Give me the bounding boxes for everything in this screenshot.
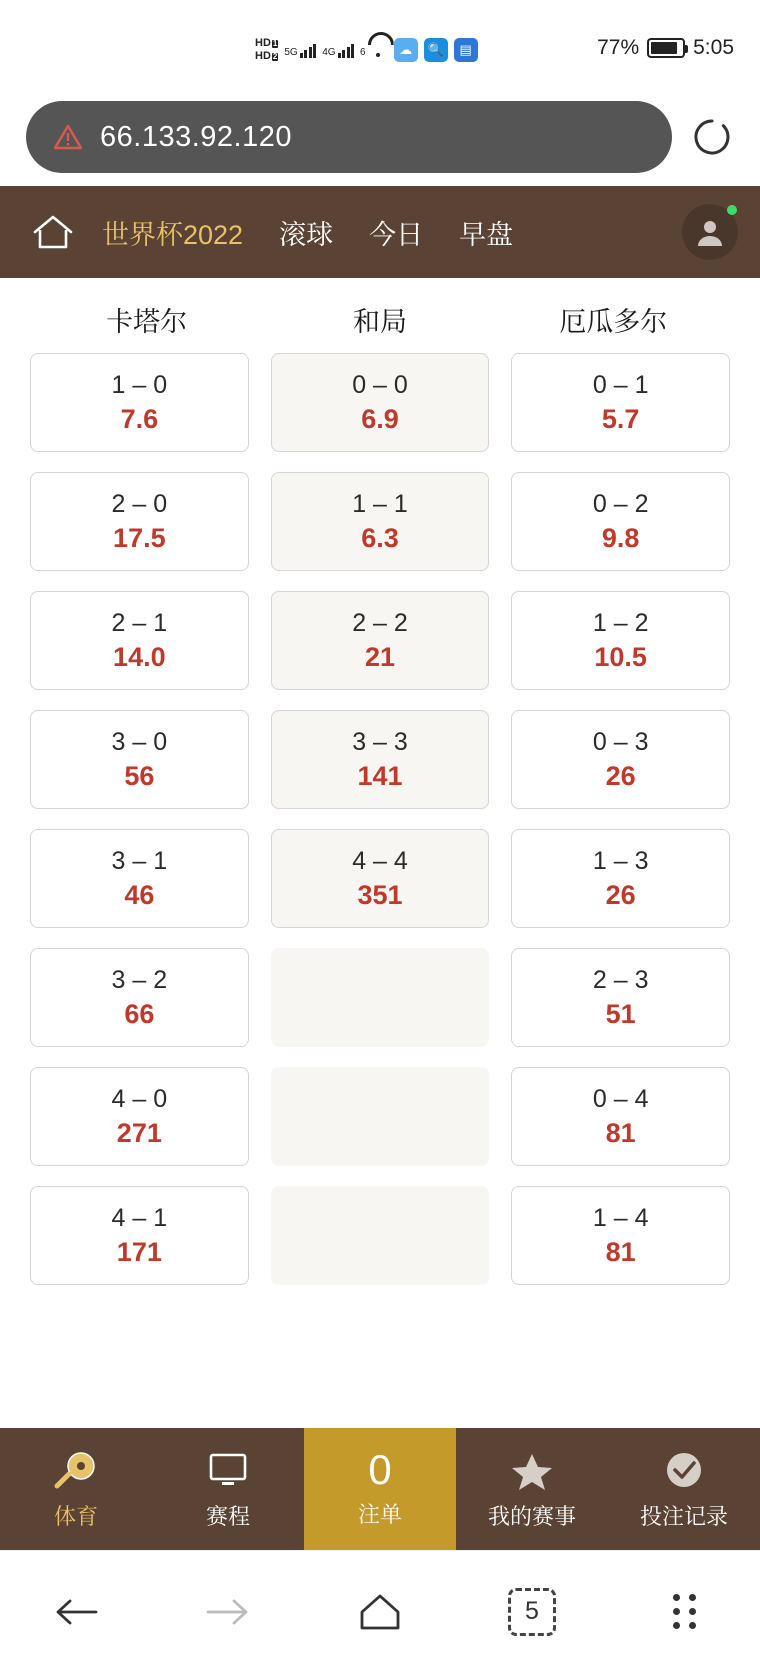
browser-url-bar	[0, 88, 760, 186]
tab-schedule[interactable]	[152, 1428, 304, 1550]
score-label: 4 – 1	[111, 1203, 168, 1232]
odds-value: 7.6	[120, 403, 159, 434]
signal-sim2	[322, 42, 354, 58]
score-label: 3 – 3	[352, 727, 408, 756]
signal-bars-1-icon	[300, 42, 317, 58]
odds-value: 171	[116, 1236, 162, 1267]
odds-grid	[30, 353, 730, 1285]
odds-value: 66	[124, 998, 155, 1029]
battery-percent: 77%	[597, 36, 640, 59]
odds-value: 21	[364, 641, 396, 672]
score-label: 3 – 0	[111, 727, 168, 756]
odds-cell[interactable]	[30, 353, 249, 452]
bet-slip-count: 0	[368, 1446, 392, 1493]
odds-cell[interactable]	[511, 710, 730, 809]
odds-cell[interactable]	[271, 829, 490, 928]
wifi-icon	[368, 42, 388, 58]
reload-icon[interactable]	[690, 115, 734, 159]
sports-ball-icon	[53, 1447, 99, 1493]
odds-cell-placeholder	[271, 948, 490, 1047]
clock-time: 5:05	[693, 36, 734, 59]
odds-cell[interactable]	[30, 591, 249, 690]
odds-cell[interactable]	[511, 1067, 730, 1166]
status-bar	[0, 0, 760, 88]
score-label: 0 – 2	[592, 489, 649, 518]
site-nav-bar	[0, 186, 760, 278]
tab-label: 投注记录	[639, 1504, 728, 1529]
column-header-home: 卡塔尔	[106, 307, 188, 337]
nav-item-live[interactable]: 滚球	[279, 219, 334, 250]
score-label: 0 – 0	[352, 370, 408, 399]
odds-column-draw	[271, 353, 490, 1285]
odds-value: 141	[357, 760, 403, 791]
warning-triangle-icon	[54, 124, 82, 150]
forward-arrow-icon[interactable]	[189, 1579, 267, 1645]
home-icon[interactable]	[341, 1579, 419, 1645]
odds-cell[interactable]	[271, 710, 490, 809]
network-type-1: 5G	[284, 47, 298, 58]
star-icon	[509, 1447, 555, 1493]
score-label: 4 – 0	[111, 1084, 168, 1113]
odds-cell[interactable]	[271, 472, 490, 571]
menu-dots-right	[689, 1594, 696, 1629]
odds-value: 26	[605, 760, 636, 791]
odds-value: 5.7	[601, 403, 640, 434]
odds-value: 17.5	[113, 522, 166, 553]
odds-value: 351	[357, 879, 403, 910]
odds-cell[interactable]	[30, 829, 249, 928]
tab-bet-history[interactable]	[608, 1428, 760, 1550]
odds-column-home	[30, 353, 249, 1285]
odds-cell[interactable]	[511, 591, 730, 690]
score-label: 1 – 3	[592, 846, 649, 875]
cloud-icon: ☁	[394, 38, 418, 62]
tab-label: 体育	[53, 1504, 98, 1529]
score-label: 1 – 4	[592, 1203, 649, 1232]
nav-item-worldcup[interactable]: 世界杯2022	[102, 219, 244, 250]
odds-cell[interactable]	[271, 591, 490, 690]
odds-cell[interactable]	[511, 829, 730, 928]
wifi-group	[360, 42, 388, 58]
column-header-away: 厄瓜多尔	[559, 307, 668, 337]
score-label: 2 – 0	[111, 489, 168, 518]
column-headers	[30, 278, 730, 353]
odds-cell[interactable]	[511, 948, 730, 1047]
score-label: 0 – 3	[592, 727, 649, 756]
browser-bottom-bar	[0, 1550, 760, 1672]
hd1-label: HD	[255, 37, 271, 49]
battery-icon	[647, 38, 685, 58]
odds-column-away	[511, 353, 730, 1285]
odds-cell[interactable]	[30, 1067, 249, 1166]
odds-value: 46	[124, 879, 155, 910]
tab-count-button[interactable]	[493, 1579, 571, 1645]
odds-cell[interactable]	[511, 353, 730, 452]
correct-score-board	[0, 278, 760, 1400]
tab-label: 注单	[357, 1502, 402, 1527]
wifi-generation: 6	[360, 47, 366, 58]
odds-cell[interactable]	[30, 472, 249, 571]
column-header-draw: 和局	[352, 307, 407, 337]
hd-volte-icons	[255, 38, 278, 62]
odds-value: 6.9	[361, 403, 399, 434]
score-label: 1 – 0	[111, 370, 168, 399]
more-menu-icon[interactable]	[645, 1579, 723, 1645]
score-label: 3 – 1	[111, 846, 168, 875]
odds-cell-placeholder	[271, 1067, 490, 1166]
odds-value: 26	[605, 879, 636, 910]
odds-cell[interactable]	[30, 948, 249, 1047]
menu-dots-left	[673, 1594, 680, 1629]
home-icon[interactable]	[22, 212, 84, 252]
tab-my-matches[interactable]	[456, 1428, 608, 1550]
check-circle-icon	[661, 1447, 707, 1493]
odds-value: 51	[605, 998, 636, 1029]
status-dot	[727, 205, 737, 215]
status-icons-group	[255, 38, 478, 62]
hd2-num: 2	[272, 51, 278, 61]
tab-label: 赛程	[205, 1504, 250, 1529]
odds-value: 9.8	[601, 522, 640, 553]
odds-value: 10.5	[594, 641, 647, 672]
odds-cell-placeholder	[271, 1186, 490, 1285]
score-label: 1 – 1	[352, 489, 408, 518]
odds-value: 6.3	[361, 522, 399, 553]
score-label: 1 – 2	[592, 608, 649, 637]
tab-label: 我的赛事	[487, 1504, 576, 1529]
status-right-group	[597, 36, 734, 60]
odds-value: 271	[116, 1117, 162, 1148]
odds-value: 81	[605, 1117, 636, 1148]
back-arrow-icon[interactable]	[37, 1579, 115, 1645]
address-field[interactable]	[26, 101, 672, 173]
score-label: 2 – 2	[352, 608, 408, 637]
odds-value: 81	[605, 1236, 636, 1267]
score-label: 0 – 4	[592, 1084, 649, 1113]
nav-item-early[interactable]: 早盘	[459, 219, 514, 250]
hd2-label: HD	[255, 50, 271, 62]
signal-sim1	[284, 42, 316, 58]
odds-cell[interactable]	[511, 1186, 730, 1285]
app-tab-bar	[0, 1428, 760, 1550]
score-label: 4 – 4	[352, 846, 408, 875]
network-type-2: 4G	[322, 47, 336, 58]
search-icon: 🔍	[424, 38, 448, 62]
tab-count-label: 5	[508, 1588, 556, 1636]
tab-sports[interactable]	[0, 1428, 152, 1550]
score-label: 0 – 1	[592, 370, 649, 399]
tab-bet-slip[interactable]	[304, 1428, 456, 1550]
signal-bars-2-icon	[338, 42, 355, 58]
score-label: 2 – 1	[111, 608, 168, 637]
hd1-num: 1	[272, 38, 278, 48]
odds-cell[interactable]	[30, 710, 249, 809]
odds-cell[interactable]	[30, 1186, 249, 1285]
score-label: 3 – 2	[111, 965, 168, 994]
odds-value: 14.0	[113, 641, 166, 672]
monitor-icon	[205, 1447, 251, 1493]
odds-value: 56	[124, 760, 155, 791]
user-avatar-icon[interactable]	[682, 204, 738, 260]
url-text: 66.133.92.120	[100, 120, 292, 153]
odds-cell[interactable]	[511, 472, 730, 571]
box-icon: ▤	[454, 38, 478, 62]
odds-cell[interactable]	[271, 353, 490, 452]
nav-item-today[interactable]: 今日	[369, 219, 424, 250]
score-label: 2 – 3	[592, 965, 649, 994]
